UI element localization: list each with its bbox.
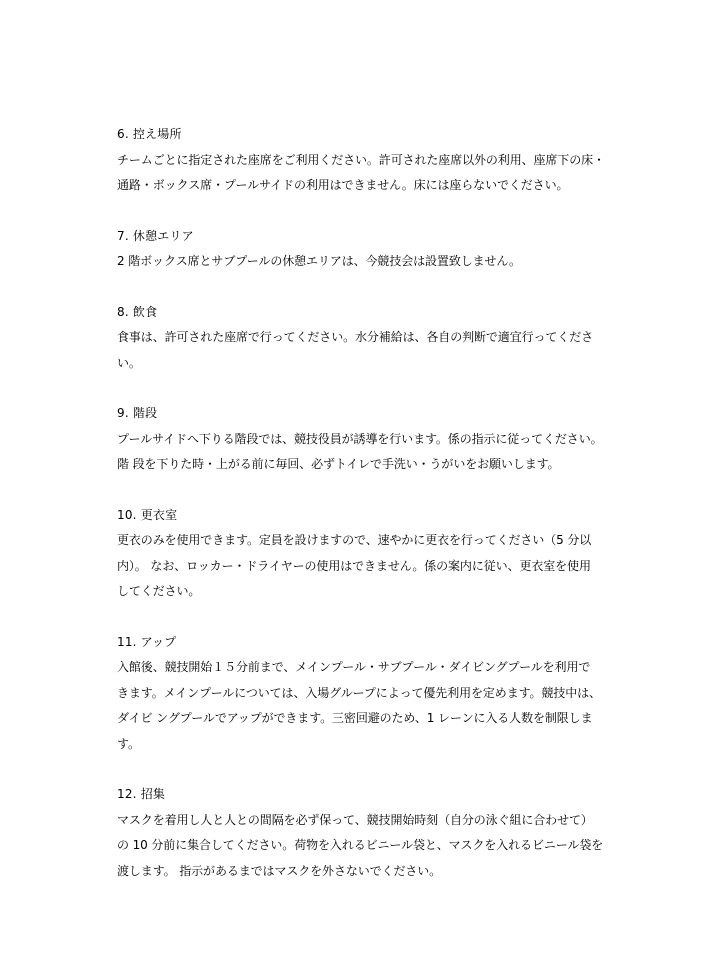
body-line: きます。メインプールについては、入場グループによって優先利用を定めます。競技中は、 (117, 685, 601, 700)
body-line: 渡します。 指示があるまではマスクを外さないでください。 (117, 863, 442, 878)
section-heading: 7. 休憩エリア (117, 228, 194, 243)
section-stairs (117, 401, 610, 478)
section-waiting-area (117, 122, 610, 199)
section-warm-up (117, 630, 610, 758)
body-line: 2 階ボックス席とサブプールの休憩エリアは、今競技会は設置致しません。 (117, 254, 521, 268)
body-line: 更衣のみを使用できます。定員を設けますので、速やかに更衣を行ってください（5 分以 (117, 533, 592, 547)
body-line: チームごとに指定された座席をご利用ください。許可された座席以外の利用、座席下の床・ (117, 152, 605, 167)
section-eating-drinking (117, 300, 610, 377)
section-rest-area (117, 224, 610, 275)
body-line: の 10 分前に集合してください。荷物を入れるビニール袋と、マスクを入れるビニール袋を (117, 838, 604, 852)
section-heading: 11. アップ (117, 634, 177, 649)
body-line: す。 (117, 736, 140, 751)
body-line: プールサイドへ下りる階段では、競技役員が誘導を行います。係の指示に従ってください。 (117, 431, 603, 446)
section-heading: 6. 控え場所 (117, 127, 182, 141)
section-heading: 8. 飲食 (117, 304, 158, 319)
body-line: 階 段を下りた時・上がる前に毎回、必ずトイレで手洗い・うがいをお願いします。 (117, 457, 560, 471)
body-line: ダイビ ングプールでアップができます。三密回避のため、1 レーンに入る人数を制限しま (117, 711, 593, 725)
section-heading: 12. 招集 (117, 787, 166, 801)
body-line: してください。 (117, 584, 201, 598)
section-locker-room (117, 503, 610, 605)
body-line: 入館後、競技開始１５分前まで、メインプール・サブプール・ダイビングプールを利用で (117, 660, 591, 674)
body-line: 食事は、許可された座席で行ってください。水分補給は、各自の判断で適宜行ってくださ (117, 330, 594, 344)
body-line: マスクを着用し人と人との間隔を必ず保って、競技開始時刻（自分の泳ぐ組に合わせて） (117, 812, 593, 827)
body-line: 通路・ボックス席・プールサイドの利用はできません。床には座らないでください。 (117, 178, 569, 192)
body-line: 内）。 なお、ロッカー・ドライヤーの使用はできません。係の案内に従い、更衣室を使用 (117, 558, 591, 573)
section-call-room (117, 782, 610, 884)
body-line: い。 (117, 355, 141, 370)
section-heading: 10. 更衣室 (117, 507, 178, 522)
section-heading: 9. 階段 (117, 406, 158, 420)
